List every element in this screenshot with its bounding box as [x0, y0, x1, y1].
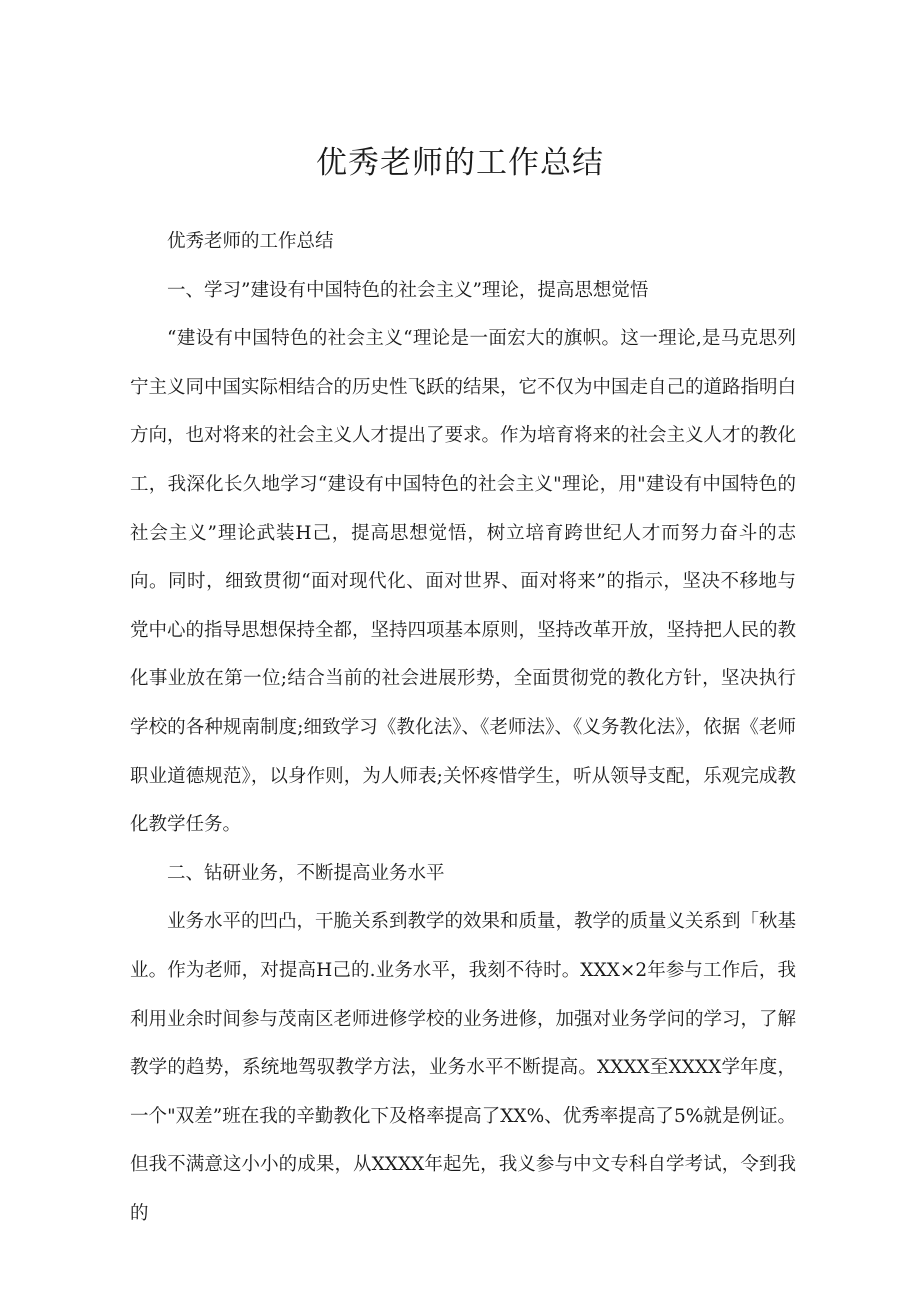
- body-paragraph-2: 业务水平的凹凸，干脆关系到教学的效果和质量，教学的质量义关系到「秋基业。作为老师，对提高H己的.业务水平，我刻不待时。XXX×2年参与工作后，我利用业余时间参与茂南区老师进修学校的业务进修，加强对业务学问的学习，了解教学的趋势，系统地驾驭教学方法，业务水平不断提高。XXXX至XXXX学年度，一个"双差”班在我的辛勤教化下及格率提高了XX%、优秀率提高了5%就是例证。但我不满意这小小的成果，从XXXX年起先，我义参与中文专科自学考试，令到我的: [130, 911, 797, 1224]
- section-heading-2: 二、钻研业务，不断提高业务水平: [167, 862, 445, 884]
- document-title: 优秀老师的工作总结: [316, 145, 604, 181]
- subtitle-paragraph: 优秀老师的工作总结: [167, 231, 334, 252]
- body-paragraph-1: “建设有中国特色的社会主义“理论是一面宏大的旗帜。这一理论,是马克思列宁主义同中国实际相结合的历史性飞跃的结果，它不仅为中国走自己的道路指明白方向，也对将来的社会主义人才提出了要求。作为培育将来的社会主义人才的教化工，我深化长久地学习“建设有中国特色的社会主义"理论，用"建设有中国特色的社会主义”理论武装H己，提高思想觉悟，树立培育跨世纪人才而努力奋斗的志向。同时，细致贯彻“面对现代化、面对世界、面对将来”的指示，坚决不移地与党中心的指导思想保持全都，坚持四项基本原则，坚持改革开放，坚持把人民的教化事业放在第一位;结合当前的社会进展形势，全面贯彻党的教化方针，坚决执行学校的各种规南制度;细致学习《教化法》、《老师法》、《义务教化法》，依据《老师职业道德规范》，以身作则，为人师表;关怀疼惜学生，听从领导支配，乐观完成教化教学任务。: [130, 328, 797, 836]
- document-body: [130, 218, 796, 1238]
- section-heading-1: 一、学习”建设有中国特色的社会主义”理论，提高思想觉悟: [167, 279, 649, 301]
